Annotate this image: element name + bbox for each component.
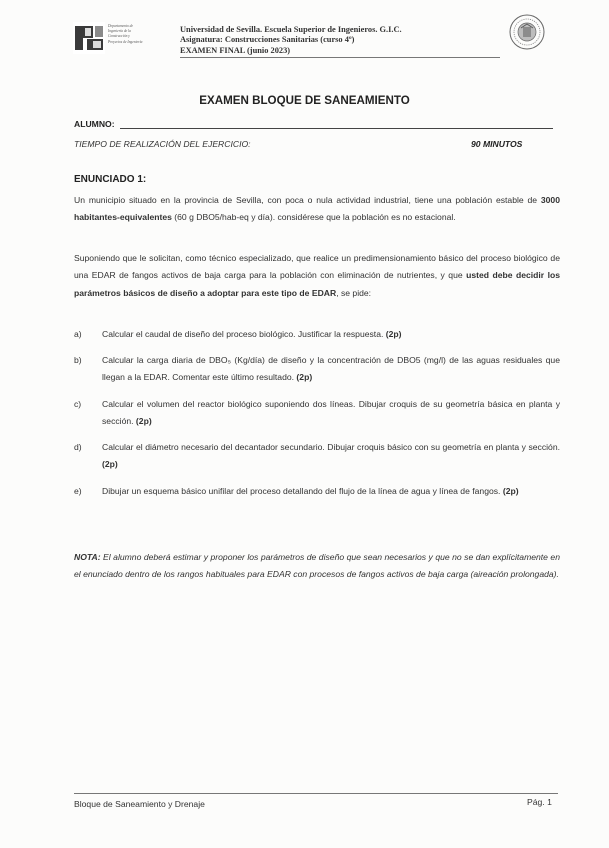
question-text [102,396,560,431]
note-text: El alumno deberá estimar y proponer los parámetros de diseño que sean necesarios y que no se dan explícitamente en el enunciado dentro de los rangos habituales para EDAR con procesos de fangos activos de baja carga (aireación prolongada). [74,552,560,580]
question-label: b) [74,355,82,365]
question-text [102,439,560,474]
header-info [180,25,402,56]
text-run: Calcular el diámetro necesario del decantador secundario. Dibujar croquis básico con su geometría en planta y sección. [102,442,560,452]
exam-line: EXAMEN FINAL (junio 2023) [180,45,291,55]
text-run: Calcular la carga diaria de DBO₅ (Kg/día) de diseño y la concentración de DBO5 (mg/l) de las aguas residuales que llegan a la EDAR. Comentar este último resultado. [102,355,560,383]
question-points: (2p) [135,416,152,427]
dept-line: Construcción y [108,34,130,39]
question-points: (2p) [385,329,402,339]
question-text [102,326,560,343]
dept-line: Departamento de [108,24,134,28]
question-points: (2p) [296,372,313,383]
footer-rule [74,793,558,794]
text-run-bold: usted debe decidir los parámetros básicos de diseño a adoptar para este tipo de EDAR [74,270,560,298]
subject-line: Asignatura: Construcciones Sanitarias (curso 4º) [180,35,355,45]
university-line: Universidad de Sevilla. Escuela Superior de Ingenieros. G.I.C. [180,25,402,34]
dept-line: Ingeniería de la [108,29,131,34]
question-points: (2p) [102,459,118,470]
question-label: a) [74,329,82,339]
question-label: e) [74,486,82,496]
text-run: , se pide: [336,287,372,298]
question-label: c) [74,399,82,409]
note-paragraph [74,549,560,584]
student-label: ALUMNO: [74,119,115,129]
statement-paragraph-2 [74,250,560,302]
text-run-bold: 3000 habitantes-equivalentes [74,195,560,223]
university-seal-icon [509,14,545,50]
text-run: Suponiendo que le solicitan, como técnico especializado, que realice un predimensionamiento básico del proceso biológico de una EDAR de fangos activos de baja carga para la población con eliminación de nutrientes, y que [74,253,560,281]
time-label: TIEMPO DE REALIZACIÓN DEL EJERCICIO: [74,139,251,149]
department-name [108,24,170,45]
department-logo-icon [73,22,105,54]
text-run: Dibujar un esquema básico unifilar del proceso detallando del flujo de la línea de agua y línea de fangos. [102,486,503,496]
page-title: EXAMEN BLOQUE DE SANEAMIENTO [199,94,410,107]
text-run: Calcular el volumen del reactor biológico suponiendo dos líneas. Dibujar croquis de su geometría básica en planta y sección. [102,399,560,427]
time-value: 90 MINUTOS [471,139,523,149]
statement-title: ENUNCIADO 1: [74,174,147,185]
statement-paragraph-1 [74,192,560,227]
header-rule [180,57,500,58]
footer-title: Bloque de Saneamiento y Drenaje [74,799,205,809]
student-name-line [120,128,553,129]
text-run: Calcular el caudal de diseño del proceso biológico. Justificar la respuesta. [102,329,386,339]
note-label: NOTA: [74,552,101,562]
question-label: d) [74,442,82,452]
page-number: Pág. 1 [527,797,552,807]
question-points: (2p) [502,486,519,496]
question-text [102,352,560,387]
text-run: (60 g DBO5/hab-eq y día). considérese que la población es no estacional. [171,212,456,223]
text-run: Un municipio situado en la provincia de Sevilla, con poca o nula actividad industrial, tiene una población estable de [74,195,541,205]
question-text [102,483,560,500]
dept-line: Proyectos de Ingeniería [108,39,143,44]
